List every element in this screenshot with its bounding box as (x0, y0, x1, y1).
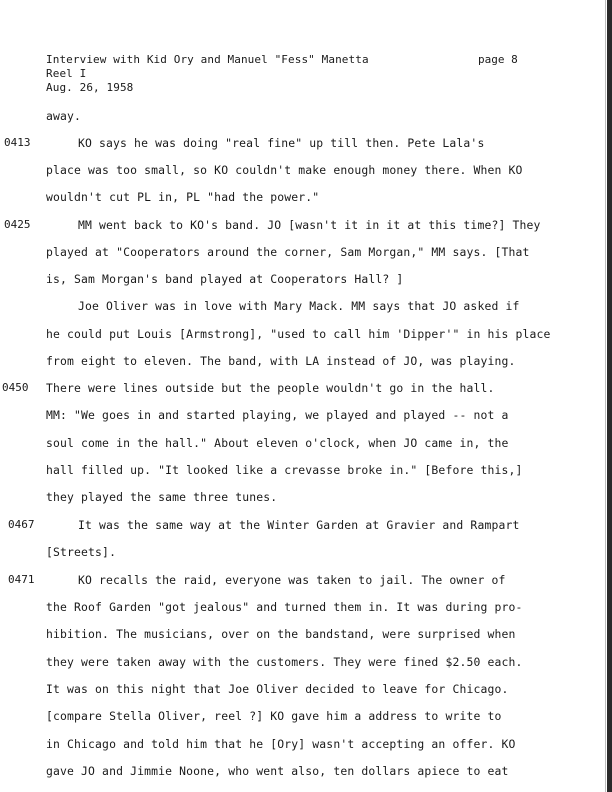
timecode-0450: 0450 (2, 381, 29, 394)
line-17: [Streets]. (46, 545, 117, 559)
line-4: wouldn't cut PL in, PL "had the power." (46, 190, 320, 204)
line-23: [compare Stella Oliver, reel ?] KO gave him a address to write to (46, 709, 502, 723)
timecode-0425: 0425 (4, 218, 31, 231)
line-12: MM: "We goes in and started playing, we played and played -- not a (46, 408, 509, 422)
interview-title: Interview with Kid Ory and Manuel "Fess" Manetta (46, 53, 369, 66)
line-20: hibition. The musicians, over on the bandstand, were surprised when (46, 627, 516, 641)
line-16: It was the same way at the Winter Garden at Gravier and Rampart (78, 518, 520, 532)
line-11: There were lines outside but the people wouldn't go in the hall. (46, 381, 495, 395)
line-10: from eight to eleven. The band, with LA instead of JO, was playing. (46, 354, 516, 368)
page-number: page 8 (478, 53, 518, 66)
timecode-0471: 0471 (8, 573, 35, 586)
line-19: the Roof Garden "got jealous" and turned them in. It was during pro- (46, 600, 523, 614)
line-13: soul come in the hall." About eleven o'clock, when JO came in, the (46, 436, 509, 450)
scan-edge-shadow (607, 0, 612, 792)
line-15: they played the same three tunes. (46, 490, 278, 504)
timecode-0467: 0467 (8, 518, 35, 531)
line-21: they were taken away with the customers. They were fined $2.50 each. (46, 655, 523, 669)
scan-edge-line (605, 0, 606, 792)
timecode-0413: 0413 (4, 136, 31, 149)
line-9: he could put Louis [Armstrong], "used to call him 'Dipper'" in his place (46, 327, 551, 341)
line-5: MM went back to KO's band. JO [wasn't it in it at this time?] They (78, 218, 541, 232)
line-14: hall filled up. "It looked like a crevasse broke in." [Before this,] (46, 463, 523, 477)
line-22: It was on this night that Joe Oliver decided to leave for Chicago. (46, 682, 509, 696)
line-7: is, Sam Morgan's band played at Cooperators Hall? ] (46, 272, 404, 286)
line-6: played at "Cooperators around the corner, Sam Morgan," MM says. [That (46, 245, 530, 259)
line-25: gave JO and Jimmie Noone, who went also, ten dollars apiece to eat (46, 764, 509, 778)
line-3: place was too small, so KO couldn't make enough money there. When KO (46, 163, 523, 177)
line-8: Joe Oliver was in love with Mary Mack. MM says that JO asked if (78, 299, 520, 313)
line-1: away. (46, 109, 82, 123)
line-24: in Chicago and told him that he [Ory] wasn't accepting an offer. KO (46, 737, 516, 751)
interview-date: Aug. 26, 1958 (46, 81, 134, 94)
line-2: KO says he was doing "real fine" up till then. Pete Lala's (78, 136, 485, 150)
line-18: KO recalls the raid, everyone was taken to jail. The owner of (78, 573, 506, 587)
reel-label: Reel I (46, 67, 87, 80)
